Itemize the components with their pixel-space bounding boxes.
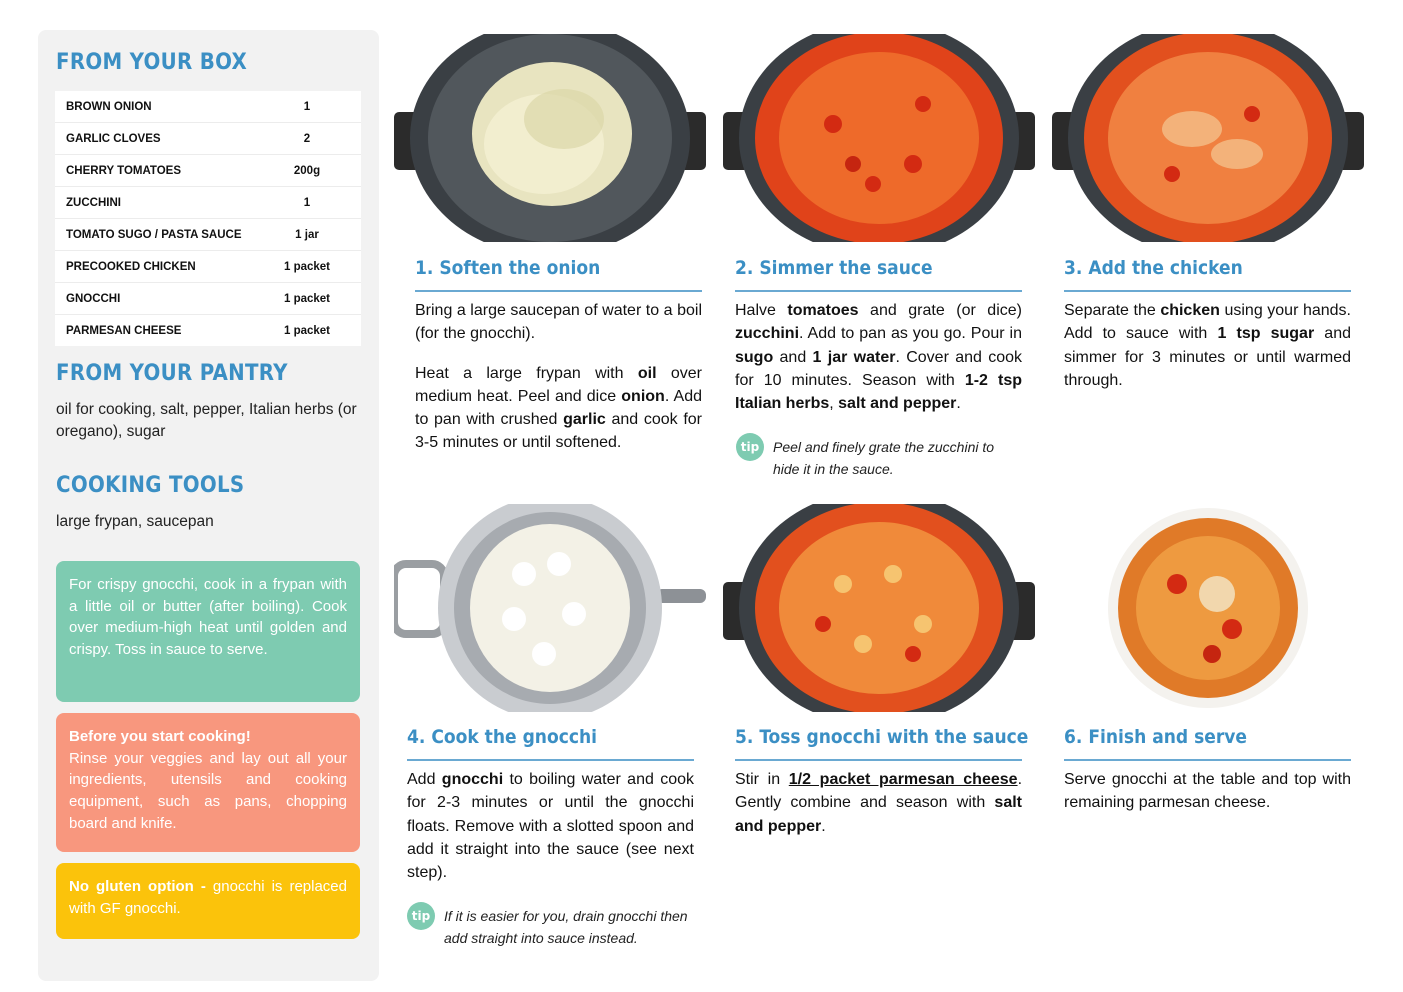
step-text: and bbox=[773, 348, 813, 366]
ingredient-name: TOMATO SUGO / PASTA SAUCE bbox=[66, 228, 242, 241]
ingredient-name: GARLIC CLOVES bbox=[66, 132, 161, 145]
step-4-title: 4. Cook the gnocchi bbox=[407, 726, 598, 748]
bold-ingredient: chicken bbox=[1160, 302, 1220, 319]
step-4-body bbox=[407, 768, 694, 900]
step-4-rule bbox=[407, 759, 694, 761]
ingredient-quantity: 1 bbox=[303, 100, 311, 113]
step-4-tip-text: If it is easier for you, drain gnocchi then add straight into sauce instead. bbox=[444, 908, 688, 946]
gluten-option-box bbox=[56, 863, 360, 939]
ingredient-quantity: 1 packet bbox=[283, 260, 331, 273]
step-paragraph bbox=[407, 768, 694, 884]
before-cooking-text: Rinse your veggies and lay out all your ingredients, utensils and cooking equipment, such as pans, chopping board and knife. bbox=[69, 749, 347, 832]
bold-ingredient: sugo bbox=[735, 348, 774, 366]
ingredient-row bbox=[55, 155, 361, 187]
step-1-body bbox=[415, 299, 702, 471]
step-text: . Gently combine and season with bbox=[735, 771, 1023, 812]
step-text: . Cover and cook for 10 minutes. Season with bbox=[735, 348, 1023, 389]
step-text: . Add to pan as you go. Pour in bbox=[799, 325, 1022, 343]
step-text: to boiling water and cook for 2-3 minutes or until the gnocchi floats. Remove with a slotted spoon and add it straight into the sauce (see next step). bbox=[407, 771, 694, 882]
bold-ingredient: zucchini bbox=[735, 325, 800, 343]
step-text: . bbox=[821, 817, 826, 835]
bold-ingredient: garlic bbox=[563, 411, 606, 429]
bold-ingredient: 1/2 packet parmesan cheese bbox=[788, 771, 1018, 788]
bold-ingredient: gnocchi bbox=[441, 771, 504, 788]
step-text: and grate (or dice) bbox=[858, 302, 1022, 319]
step-3-title: 3. Add the chicken bbox=[1064, 257, 1243, 279]
step-text: Bring a large saucepan of water to a boil (for the gnocchi). bbox=[415, 302, 702, 343]
sauce-pan-image bbox=[723, 34, 1035, 242]
ingredient-row bbox=[55, 219, 361, 251]
pantry-text: oil for cooking, salt, pepper, Italian herbs (or oregano), sugar bbox=[56, 401, 357, 440]
ingredients-table bbox=[55, 91, 361, 346]
step-text: Stir in bbox=[735, 771, 789, 788]
ingredient-row bbox=[55, 283, 361, 315]
gluten-option-title: No gluten option - bbox=[69, 878, 206, 895]
step-1-rule bbox=[415, 290, 702, 292]
ingredient-name: ZUCCHINI bbox=[66, 196, 121, 209]
ingredient-row bbox=[55, 123, 361, 155]
bold-ingredient: 1 jar water bbox=[812, 348, 896, 366]
ingredient-row bbox=[55, 315, 361, 346]
step-2-title: 2. Simmer the sauce bbox=[735, 257, 933, 279]
tip-icon: tip bbox=[407, 902, 435, 930]
step-2-rule bbox=[735, 290, 1022, 292]
ingredient-quantity: 1 packet bbox=[283, 324, 331, 337]
ingredient-name: CHERRY TOMATOES bbox=[66, 164, 182, 177]
ingredient-name: BROWN ONION bbox=[66, 100, 152, 113]
step-text: Add bbox=[407, 771, 442, 788]
step-text: Heat a large frypan with bbox=[415, 364, 638, 382]
crispy-gnocchi-box bbox=[56, 561, 360, 702]
step-text: , bbox=[829, 395, 839, 413]
tools-text: large frypan, saucepan bbox=[56, 513, 214, 530]
step-paragraph bbox=[415, 362, 702, 455]
bold-ingredient: salt and pepper bbox=[735, 794, 1022, 835]
step-text: over medium heat. Peel and dice bbox=[415, 364, 703, 405]
ingredient-quantity: 200g bbox=[293, 164, 321, 177]
ingredient-row bbox=[55, 187, 361, 219]
toss-gnocchi-pan-image bbox=[723, 504, 1035, 712]
ingredient-row bbox=[55, 251, 361, 283]
step-text: using your hands. Add to sauce with bbox=[1064, 302, 1352, 343]
from-your-box-heading: FROM YOUR BOX bbox=[56, 50, 248, 75]
step-3-rule bbox=[1064, 290, 1351, 292]
ingredient-name: PRECOOKED CHICKEN bbox=[66, 260, 196, 273]
step-2-tip-text: Peel and finely grate the zucchini to hide it in the sauce. bbox=[773, 439, 995, 477]
tip-icon: tip bbox=[736, 433, 764, 461]
bold-ingredient: tomatoes bbox=[787, 302, 859, 319]
bold-ingredient: 1-2 tsp Italian herbs bbox=[735, 371, 1022, 413]
step-paragraph bbox=[735, 299, 1022, 415]
step-text: and cook for 3-5 minutes or until softened. bbox=[415, 411, 703, 452]
step-paragraph bbox=[1064, 299, 1351, 392]
step-4-tip bbox=[407, 905, 694, 949]
step-3-body bbox=[1064, 299, 1351, 408]
step-6-rule bbox=[1064, 759, 1351, 761]
before-cooking-title: Before you start cooking! bbox=[69, 728, 251, 745]
step-paragraph bbox=[415, 299, 702, 346]
step-text: and simmer for 3 minutes or until warmed through. bbox=[1064, 325, 1352, 389]
step-6-body bbox=[1064, 768, 1351, 831]
bold-ingredient: salt and pepper bbox=[838, 395, 957, 413]
bold-ingredient: oil bbox=[637, 364, 657, 382]
ingredient-name: PARMESAN CHEESE bbox=[66, 324, 182, 337]
step-paragraph bbox=[735, 768, 1022, 838]
ingredient-name: GNOCCHI bbox=[66, 292, 121, 305]
step-5-title: 5. Toss gnocchi with the sauce bbox=[735, 726, 1029, 748]
from-your-pantry-heading: FROM YOUR PANTRY bbox=[56, 361, 288, 386]
step-paragraph bbox=[1064, 768, 1351, 815]
gluten-option-text: gnocchi is replaced with GF gnocchi. bbox=[69, 878, 347, 917]
ingredient-quantity: 2 bbox=[303, 132, 311, 145]
ingredient-row bbox=[55, 91, 361, 123]
crispy-gnocchi-text: For crispy gnocchi, cook in a frypan with a little oil or butter (after boiling). Cook over medium-high heat until golden and crispy. Toss in sauce to serve. bbox=[69, 576, 347, 659]
chicken-pan-image bbox=[1052, 34, 1364, 242]
cooking-tools-heading: COOKING TOOLS bbox=[56, 473, 245, 498]
step-2-tip bbox=[736, 436, 1023, 480]
step-text: Separate the bbox=[1064, 302, 1161, 319]
before-cooking-box bbox=[56, 713, 360, 852]
onion-pan-image bbox=[394, 34, 706, 242]
step-6-title: 6. Finish and serve bbox=[1064, 726, 1248, 748]
step-1-title: 1. Soften the onion bbox=[415, 257, 601, 279]
step-5-body bbox=[735, 768, 1022, 854]
ingredient-quantity: 1 packet bbox=[283, 292, 331, 305]
bold-ingredient: onion bbox=[621, 387, 665, 405]
step-text: . Add to pan with crushed bbox=[415, 387, 702, 429]
step-text: Halve bbox=[735, 302, 788, 319]
gnocchi-strainer-image bbox=[394, 504, 706, 712]
step-text: . bbox=[956, 395, 961, 413]
ingredient-quantity: 1 bbox=[303, 196, 311, 209]
step-5-rule bbox=[735, 759, 1022, 761]
step-2-body bbox=[735, 299, 1022, 431]
step-text: Serve gnocchi at the table and top with remaining parmesan cheese. bbox=[1064, 771, 1351, 812]
bold-ingredient: 1 tsp sugar bbox=[1217, 325, 1315, 343]
ingredient-quantity: 1 jar bbox=[295, 228, 319, 241]
sidebar bbox=[38, 30, 379, 981]
finished-bowl-image bbox=[1052, 504, 1364, 712]
